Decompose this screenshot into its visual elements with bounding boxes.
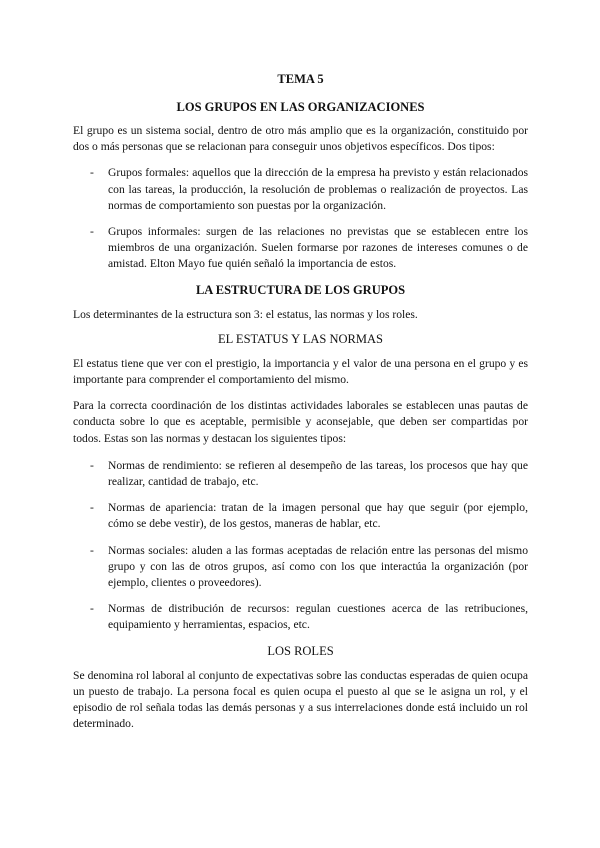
section-heading-roles: LOS ROLES	[267, 643, 334, 658]
status-paragraph-2: Para la correcta coordinación de los distintas actividades laborales se establecen unas pautas de conducta sobre lo que es aceptable, permisible y aconsejable, que deben ser compartidas por todos. Estas son las normas y destacan los siguientes tipos:	[73, 399, 528, 445]
document-page	[73, 68, 528, 732]
section-heading-structure: LA ESTRUCTURA DE LOS GRUPOS	[195, 282, 406, 297]
group-type-informal: Grupos informales: surgen de las relaciones no previstas que se establecen entre los miembros de una organización. Suelen formarse por razones de intereses comunes o de amistad. Elton Mayo fue quién señaló la importancia de estos.	[108, 225, 528, 271]
norm-appearance: Normas de apariencia: tratan de la imagen personal que hay que seguir (por ejemplo, cómo se debe vestir), de los gestos, maneras de hablar, etc.	[108, 501, 528, 531]
norm-performance: Normas de rendimiento: se refieren al desempeño de las tareas, los procesos que hay que realizar, cantidad de trabajo, etc.	[108, 458, 528, 489]
group-types-list	[73, 165, 528, 272]
group-type-formal: Grupos formales: aquellos que la dirección de la empresa ha previsto y están relacionados con las tareas, la producción, la resolución de problemas o realización de proyectos. Las normas de comportamiento son puestas por la organización.	[108, 166, 528, 212]
intro-paragraph: El grupo es un sistema social, dentro de otro más amplio que es la organización, constituido por dos o más personas que se relacionan para conseguir unos objetivos específicos. Dos tipos:	[73, 124, 528, 154]
list-item	[73, 165, 528, 214]
dash-bullet: -	[90, 458, 94, 472]
list-item	[73, 601, 528, 633]
list-item	[73, 500, 528, 532]
norm-social: Normas sociales: aluden a las formas aceptadas de relación entre las personas del mismo grupo y con las de otros grupos, así como con los que interactúa la organización (por ejemplo, clientes o proveedores).	[108, 543, 528, 590]
dash-bullet: -	[90, 166, 94, 180]
roles-paragraph: Se denomina rol laboral al conjunto de expectativas sobre las conductas esperadas de quien ocupa un puesto de trabajo. La persona focal es quien ocupa el puesto al que se le asigna un rol, y el episodio de rol señala todas las demás personas y a sus interrelaciones donde está incluido un rol determinado.	[73, 668, 528, 731]
dash-bullet: -	[90, 225, 94, 239]
dash-bullet: -	[90, 543, 94, 557]
document-subtitle: LOS GRUPOS EN LAS ORGANIZACIONES	[176, 100, 425, 114]
list-item	[73, 224, 528, 273]
dash-bullet: -	[90, 602, 94, 616]
dash-bullet: -	[90, 501, 94, 515]
status-paragraph-1: El estatus tiene que ver con el prestigio, la importancia y el valor de una persona en el grupo y es importante para comprender el comportamiento del mismo.	[73, 356, 528, 387]
structure-paragraph: Los determinantes de la estructura son 3: el estatus, las normas y los roles.	[73, 307, 418, 321]
norm-resources: Normas de distribución de recursos: regulan cuestiones acerca de las retribuciones, equipamiento y herramientas, espacios, etc.	[108, 602, 528, 632]
section-heading-status: EL ESTATUS Y LAS NORMAS	[218, 331, 383, 346]
norms-list	[73, 458, 528, 634]
list-item	[73, 543, 528, 592]
document-title: TEMA 5	[277, 72, 324, 86]
list-item	[73, 458, 528, 490]
